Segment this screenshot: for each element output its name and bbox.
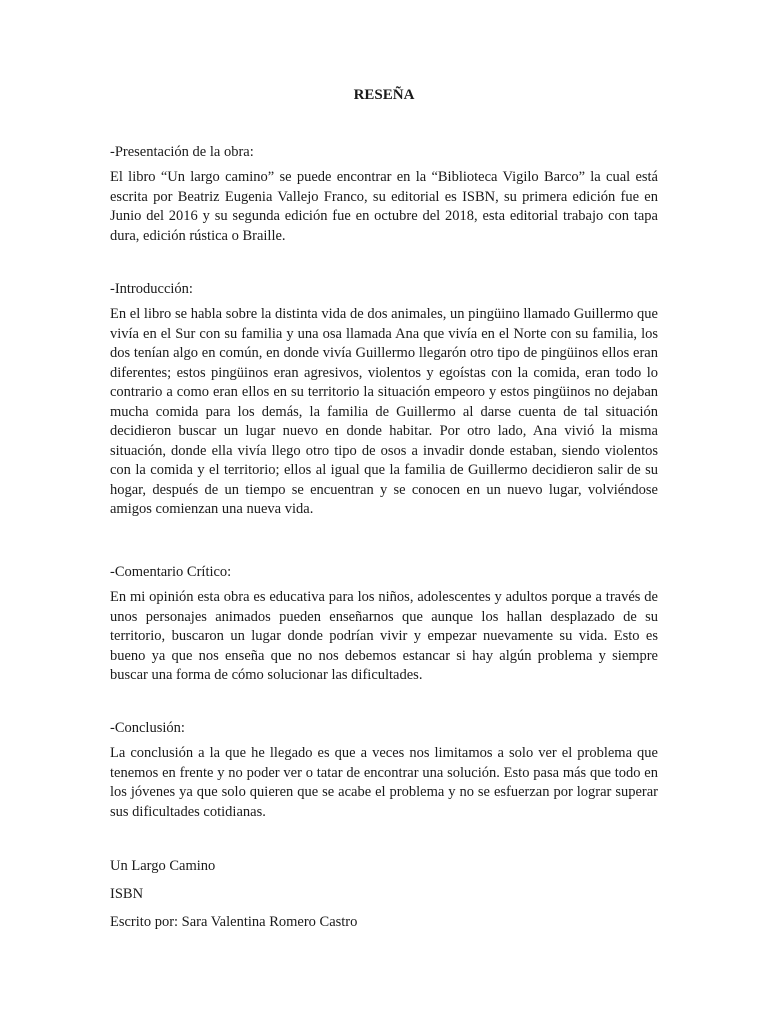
section-heading: -Conclusión:: [110, 720, 185, 736]
section-body: La conclusión a la que he llegado es que a veces nos limitamos a solo ver el problema que tenemos en frente y no poder ver o tatar de encontrar una solución. Esto pasa más que todo en los jóvenes ya que solo quieren que se acabe el problema y no se esfuerzan por lograr superar sus dificultades cotidianas.: [110, 745, 658, 820]
section-heading: -Introducción:: [110, 281, 193, 297]
section-presentation: [110, 143, 658, 246]
section-introduction: [110, 280, 658, 520]
author-line: Escrito por: Sara Valentina Romero Castro: [110, 914, 358, 930]
section-critical-comment: [110, 563, 658, 686]
book-title-line: Un Largo Camino: [110, 858, 216, 874]
section-heading: -Presentación de la obra:: [110, 144, 254, 160]
section-body: En mi opinión esta obra es educativa para los niños, adolescentes y adultos porque a través de unos personajes animados pueden enseñarnos que aunque los hallan desplazado de su territorio, buscaron un lugar donde podrían vivir y empezar nuevamente su vida. Esto es bueno ya que nos enseña que no nos debemos estancar si hay algún problema y siempre buscar una forma de cómo solucionar las dificultades.: [110, 589, 658, 683]
section-body: El libro “Un largo camino” se puede encontrar en la “Biblioteca Vigilo Barco” la cual está escrita por Beatriz Eugenia Vallejo Franco, su editorial es ISBN, su primera edición fue en Junio del 2016 y su segunda edición fue en octubre del 2018, esta editorial trabajo con tapa dura, edición rústica o Braille.: [110, 169, 658, 244]
publisher-line: ISBN: [110, 886, 144, 902]
page-title: RESEÑA: [353, 87, 415, 103]
section-heading: -Comentario Crítico:: [110, 564, 232, 580]
section-body: En el libro se habla sobre la distinta vida de dos animales, un pingüino llamado Guillermo que vivía en el Sur con su familia y una osa llamada Ana que vivía en el Norte con su familia, los dos tenían algo en común, en donde vivía Guillermo llegarón otro tipo de pingüinos ellos eran diferentes; estos pingüinos eran agresivos, violentos y egoístas con la comida, eran todo lo contrario a como eran ellos en su territorio la situación empeoro y estos pingüinos no dejaban mucha comida para los demás, la familia de Guillermo al darse cuenta de tal situación decidieron buscar un lugar nuevo en donde habitar. Por otro lado, Ana vivió la misma situación, donde ella vivía llego otro tipo de osos a invadir donde estaban, siendo violentos con la comida y el territorio; ellos al igual que la familia de Guillermo decidieron salir de su hogar, después de un tiempo se encuentran y se conocen en un nuevo lugar, volviéndose amigos comienzan una nueva vida.: [110, 306, 658, 517]
section-conclusion: [110, 719, 658, 822]
